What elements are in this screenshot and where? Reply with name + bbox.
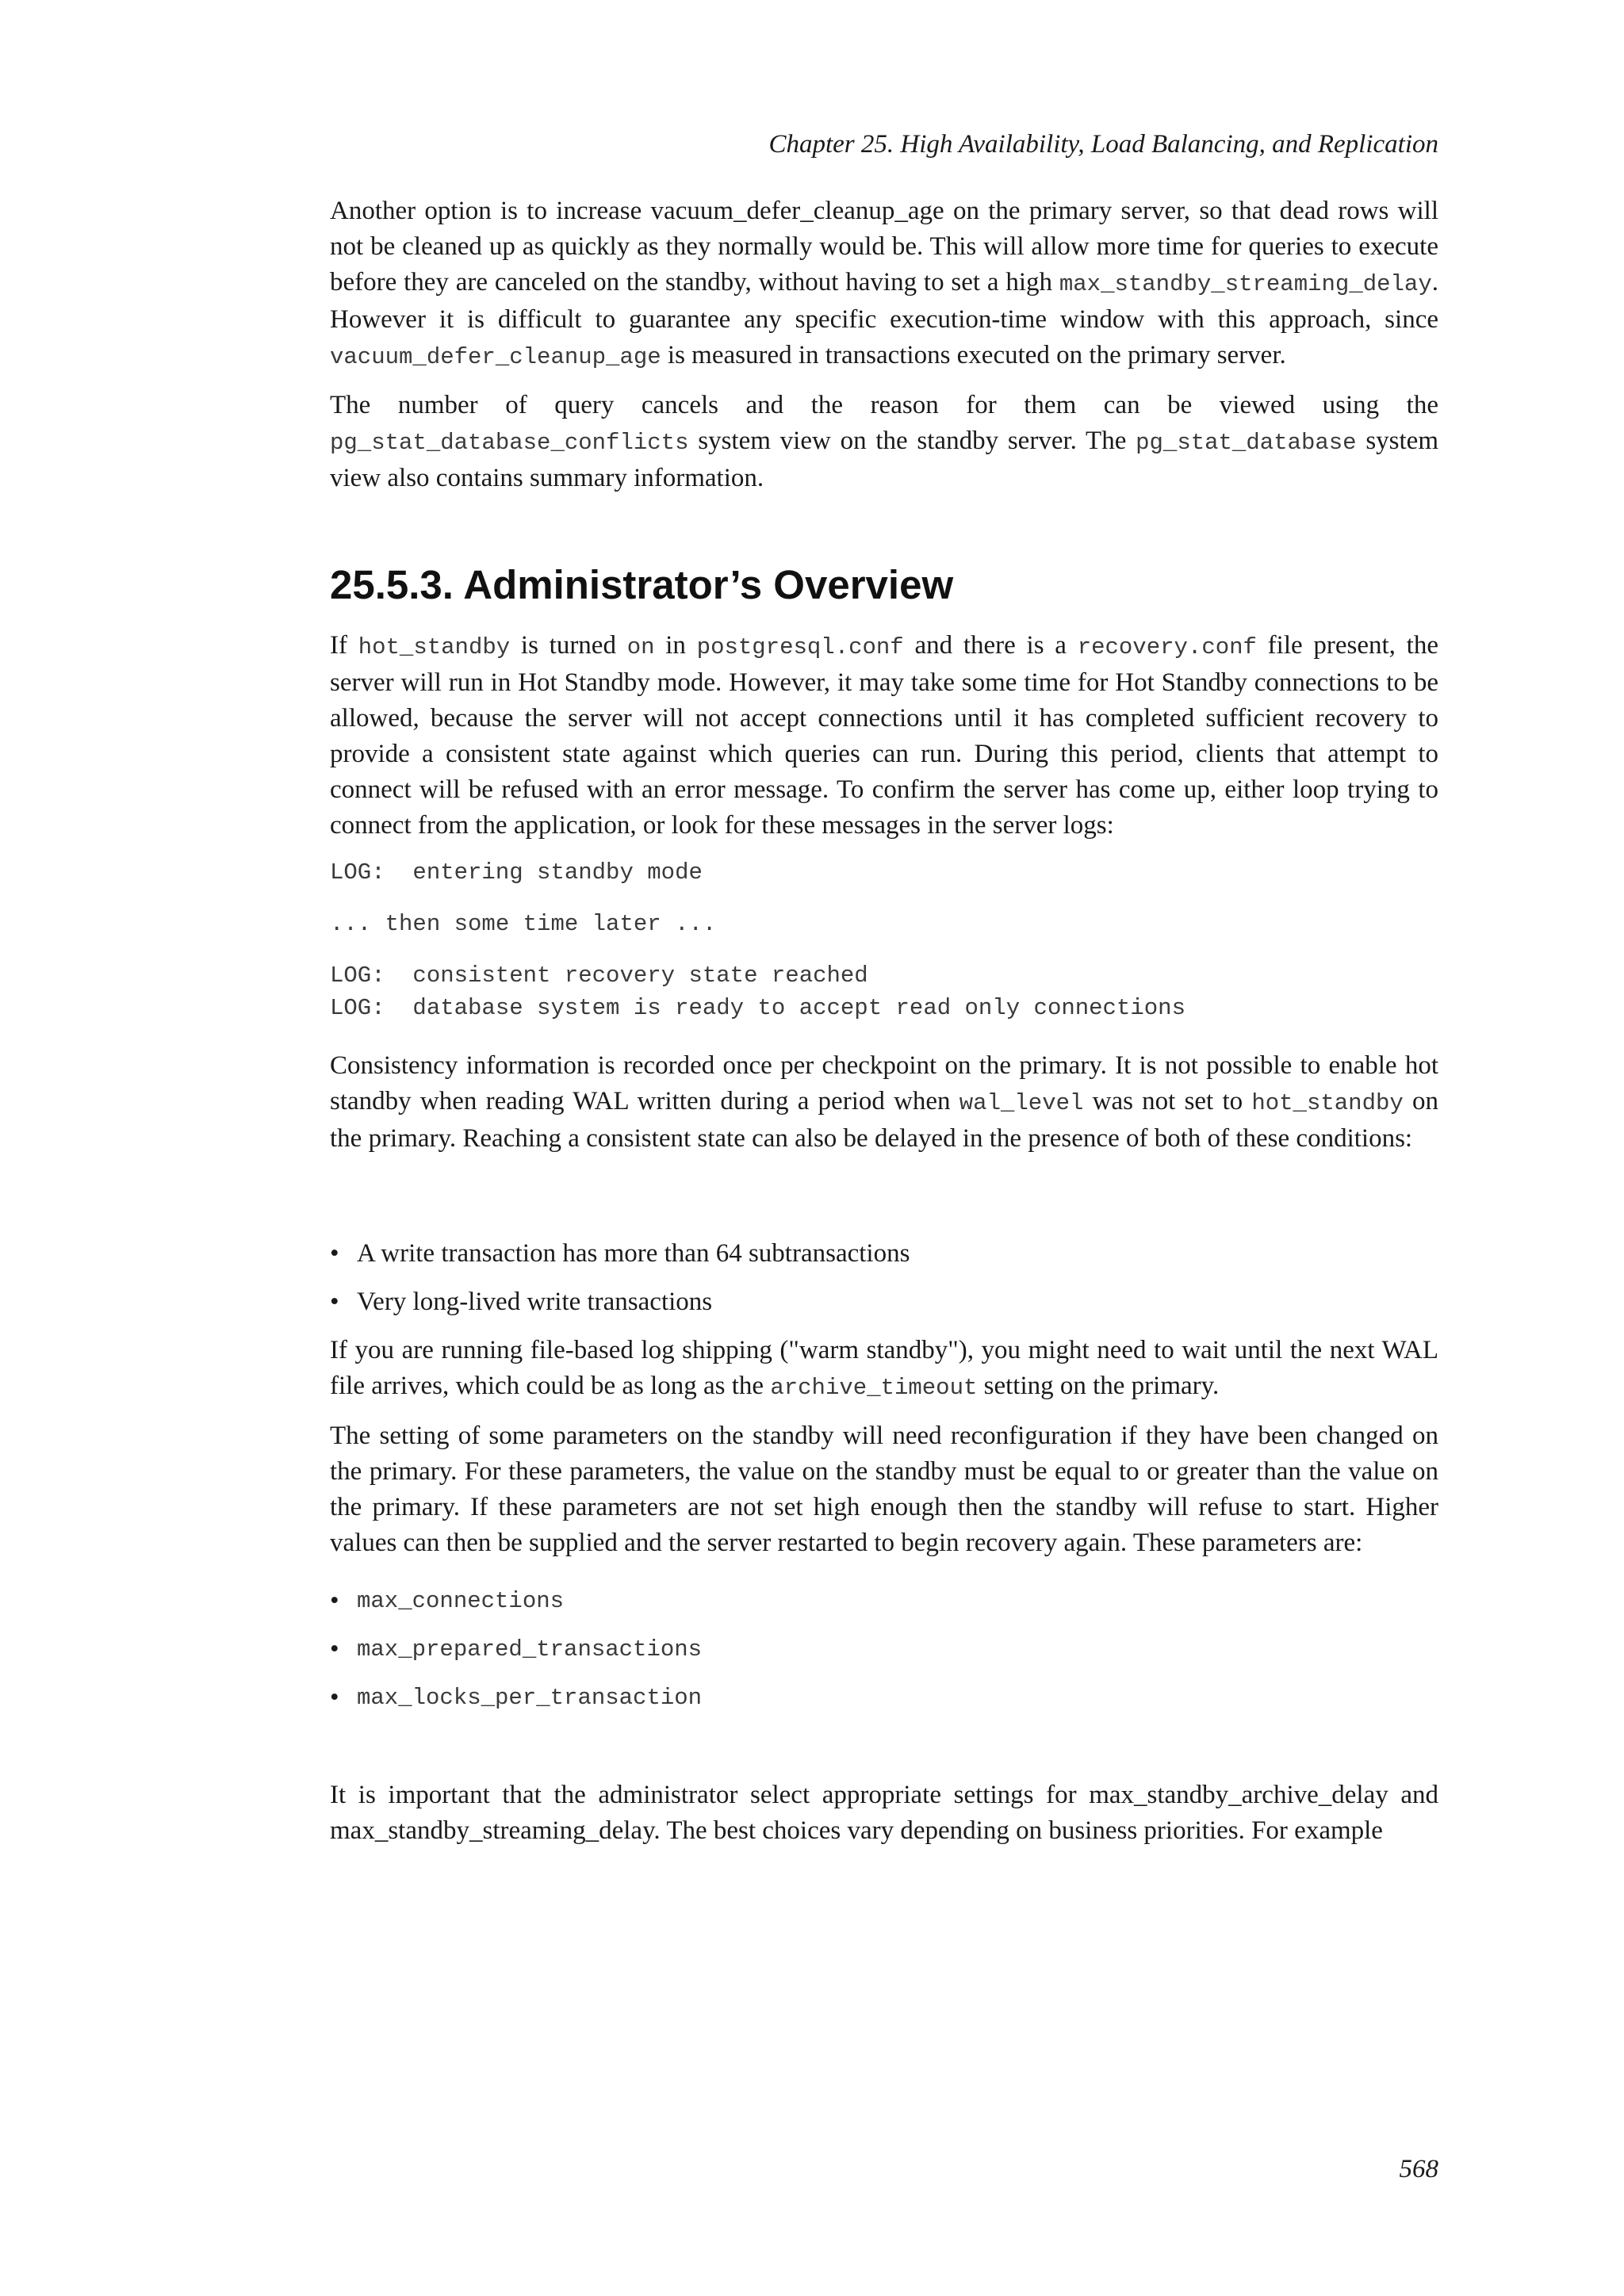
text-run: If [330,631,358,660]
page-body [330,193,1438,1862]
paragraph-consistency [330,1048,1438,1157]
text-run: is measured in transactions executed on the primary server. [661,341,1286,369]
text-run: file present, the server will run in Hot Standby mode. However, it may take some time for Hot Standby connections to be allowed, because the server will not accept connections until it has completed sufficient recovery to provide a consistent state against which queries can run. During this period, clients that attempt to connect will be refused with an error message. To confirm the server has come up, either loop trying to connect from the application, or look for these messages in the server logs: [330,631,1438,840]
text-run: is turned [510,631,627,660]
code-pg-stat-database-conflicts: pg_stat_database_conflicts [330,430,689,456]
text-run: If you are running file-based log shipping ("warm standby"), you might need to wait until the next WAL file arrives, which could be as long as the [330,1336,1438,1400]
running-head: Chapter 25. High Availability, Load Balancing, and Replication [768,130,1438,159]
text-run: system view on the standby server. The [688,427,1136,455]
code-on: on [626,634,655,660]
list-item: • Very long-lived write transactions [330,1284,1438,1320]
code-wal-level: wal_level [959,1090,1084,1116]
paragraph-hot-standby-intro [330,628,1438,844]
text-run: Consistency information is recorded once per checkpoint on the primary. It is not possible to enable hot standby when reading WAL written during a period when [330,1051,1438,1115]
text-run: . However it is difficult to guarantee any specific execution-time window with this approach, since [330,268,1438,334]
paragraph-query-cancels [330,388,1438,496]
paragraph-vacuum-defer [330,193,1438,375]
text-run: setting on the primary. [977,1372,1220,1400]
list-item: • max_locks_per_transaction [330,1680,1438,1716]
code-archive-timeout: archive_timeout [770,1375,978,1401]
parameters-list [330,1583,1438,1716]
code-recovery-conf: recovery.conf [1077,634,1257,660]
text-run: in [654,631,697,660]
paragraph-log-shipping [330,1333,1438,1406]
list-item: • A write transaction has more than 64 subtransactions [330,1236,1438,1272]
list-item: • max_prepared_transactions [330,1632,1438,1667]
text-run: system view also contains summary information. [330,427,1438,492]
code-hot-standby-value: hot_standby [1251,1090,1404,1116]
paragraph-parameters: The setting of some parameters on the standby will need reconfiguration if they have been changed on the primary. For these parameters, the value on the standby must be equal to or greater than the value on the primary. If these parameters are not set high enough then the standby will refuse to start. Higher values can then be supplied and the server restarted to begin recovery again. These parameters are: [330,1422,1438,1557]
text-run: was not set to [1083,1087,1252,1115]
code-max-standby-streaming-delay: max_standby_streaming_delay [1059,271,1432,297]
text-run: The number of query cancels and the reason for them can be viewed using the [330,391,1438,419]
log-lines-ready: LOG: consistent recovery state reached LOG: database system is ready to accept read only connections [330,962,1185,1021]
log-ellipsis: ... then some time later ... [330,911,717,937]
code-vacuum-defer-cleanup-age: vacuum_defer_cleanup_age [330,344,661,370]
text-run: Another option is to increase vacuum_defer_cleanup_age on the primary server, so that dead rows will not be cleaned up as quickly as they normally would be. This will allow more time for queries to execute before they are canceled on the standby, without having to set a high [330,197,1438,297]
text-run: and there is a [903,631,1078,660]
list-item: • max_connections [330,1583,1438,1619]
code-postgresql-conf: postgresql.conf [696,634,904,660]
section-heading: 25.5.3. Administrator’s Overview [330,562,954,607]
paragraph-settings: It is important that the administrator select appropriate settings for max_standby_archive_delay and max_standby_streaming_delay. The best choices vary depending on business priorities. For example [330,1781,1438,1845]
conditions-list [330,1236,1438,1320]
text-run: on the primary. Reaching a consistent state can also be delayed in the presence of both of these conditions: [330,1087,1438,1153]
page-number: 568 [1399,2155,1438,2183]
code-pg-stat-database: pg_stat_database [1136,430,1357,456]
log-line-standby-mode: LOG: entering standby mode [330,859,703,886]
code-hot-standby: hot_standby [358,634,511,660]
